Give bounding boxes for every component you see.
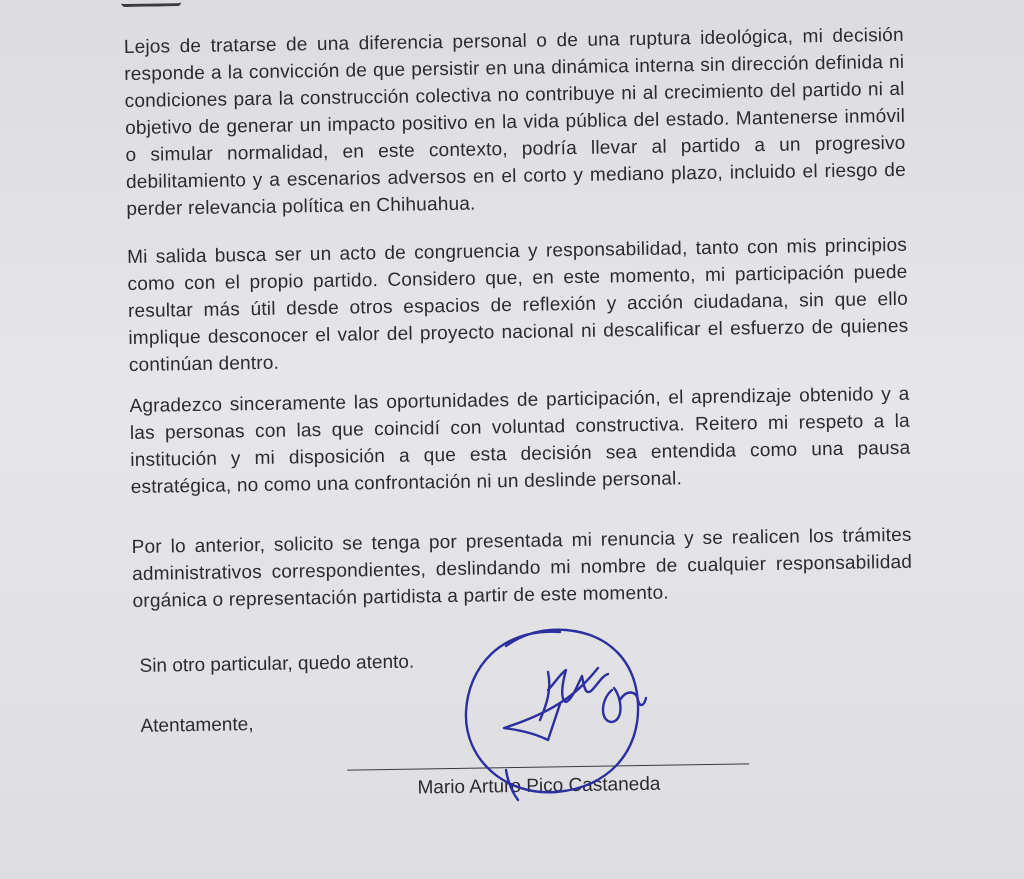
- previous-line-fragment: [121, 0, 181, 7]
- paragraph-departure: Mi salida busca ser un acto de congruencia y responsabilidad, tanto con mis principios como con el propio partido. Considero que, en este momento, mi participación puede resultar más útil desde otros espacios de reflexión y acción ciudadana, sin que ello implique desconocer el valor del proyecto nacional ni descalificar el esfuerzo de quienes continúan dentro.: [126, 234, 909, 377]
- paragraph-reasons: Lejos de tratarse de una diferencia personal o de una ruptura ideológica, mi decisión responde a la convicción de que persistir en una dinámica interna sin dirección definida ni condiciones para la construcción colectiva no contribuye ni al crecimiento del partido ni al objetivo de generar un impacto positivo en la vida pública del estado. Mantenerse inmóvil o simular normalidad, en este contexto, podría llevar al partido a un progresivo debilitamiento y a escenarios adversos en el corto y mediano plazo, incluido el riesgo de perder relevancia política en Chihuahua.: [123, 24, 907, 221]
- closing-line: Sin otro particular, quedo atento.: [139, 651, 415, 677]
- farewell-line: Atentamente,: [140, 714, 254, 737]
- signature-line: [347, 763, 749, 770]
- paragraph-request: Por lo anterior, solicito se tenga por presentada mi renuncia y se realicen los trámites administrativos correspondientes, deslindando mi nombre de cualquier responsabilidad orgánica o representación partidista a partir de este momento.: [131, 524, 913, 612]
- paragraph-gratitude: Agradezco sinceramente las oportunidades de participación, el aprendizaje obtenido y a las personas con las que coincidí con voluntad constructiva. Reitero mi respeto a la institución y mi disposición a que esta decisión sea entendida como una pausa estratégica, no como una confrontación ni un deslinde personal.: [129, 383, 911, 498]
- signer-name: Mario Arturo Pico Castaneda: [417, 773, 661, 799]
